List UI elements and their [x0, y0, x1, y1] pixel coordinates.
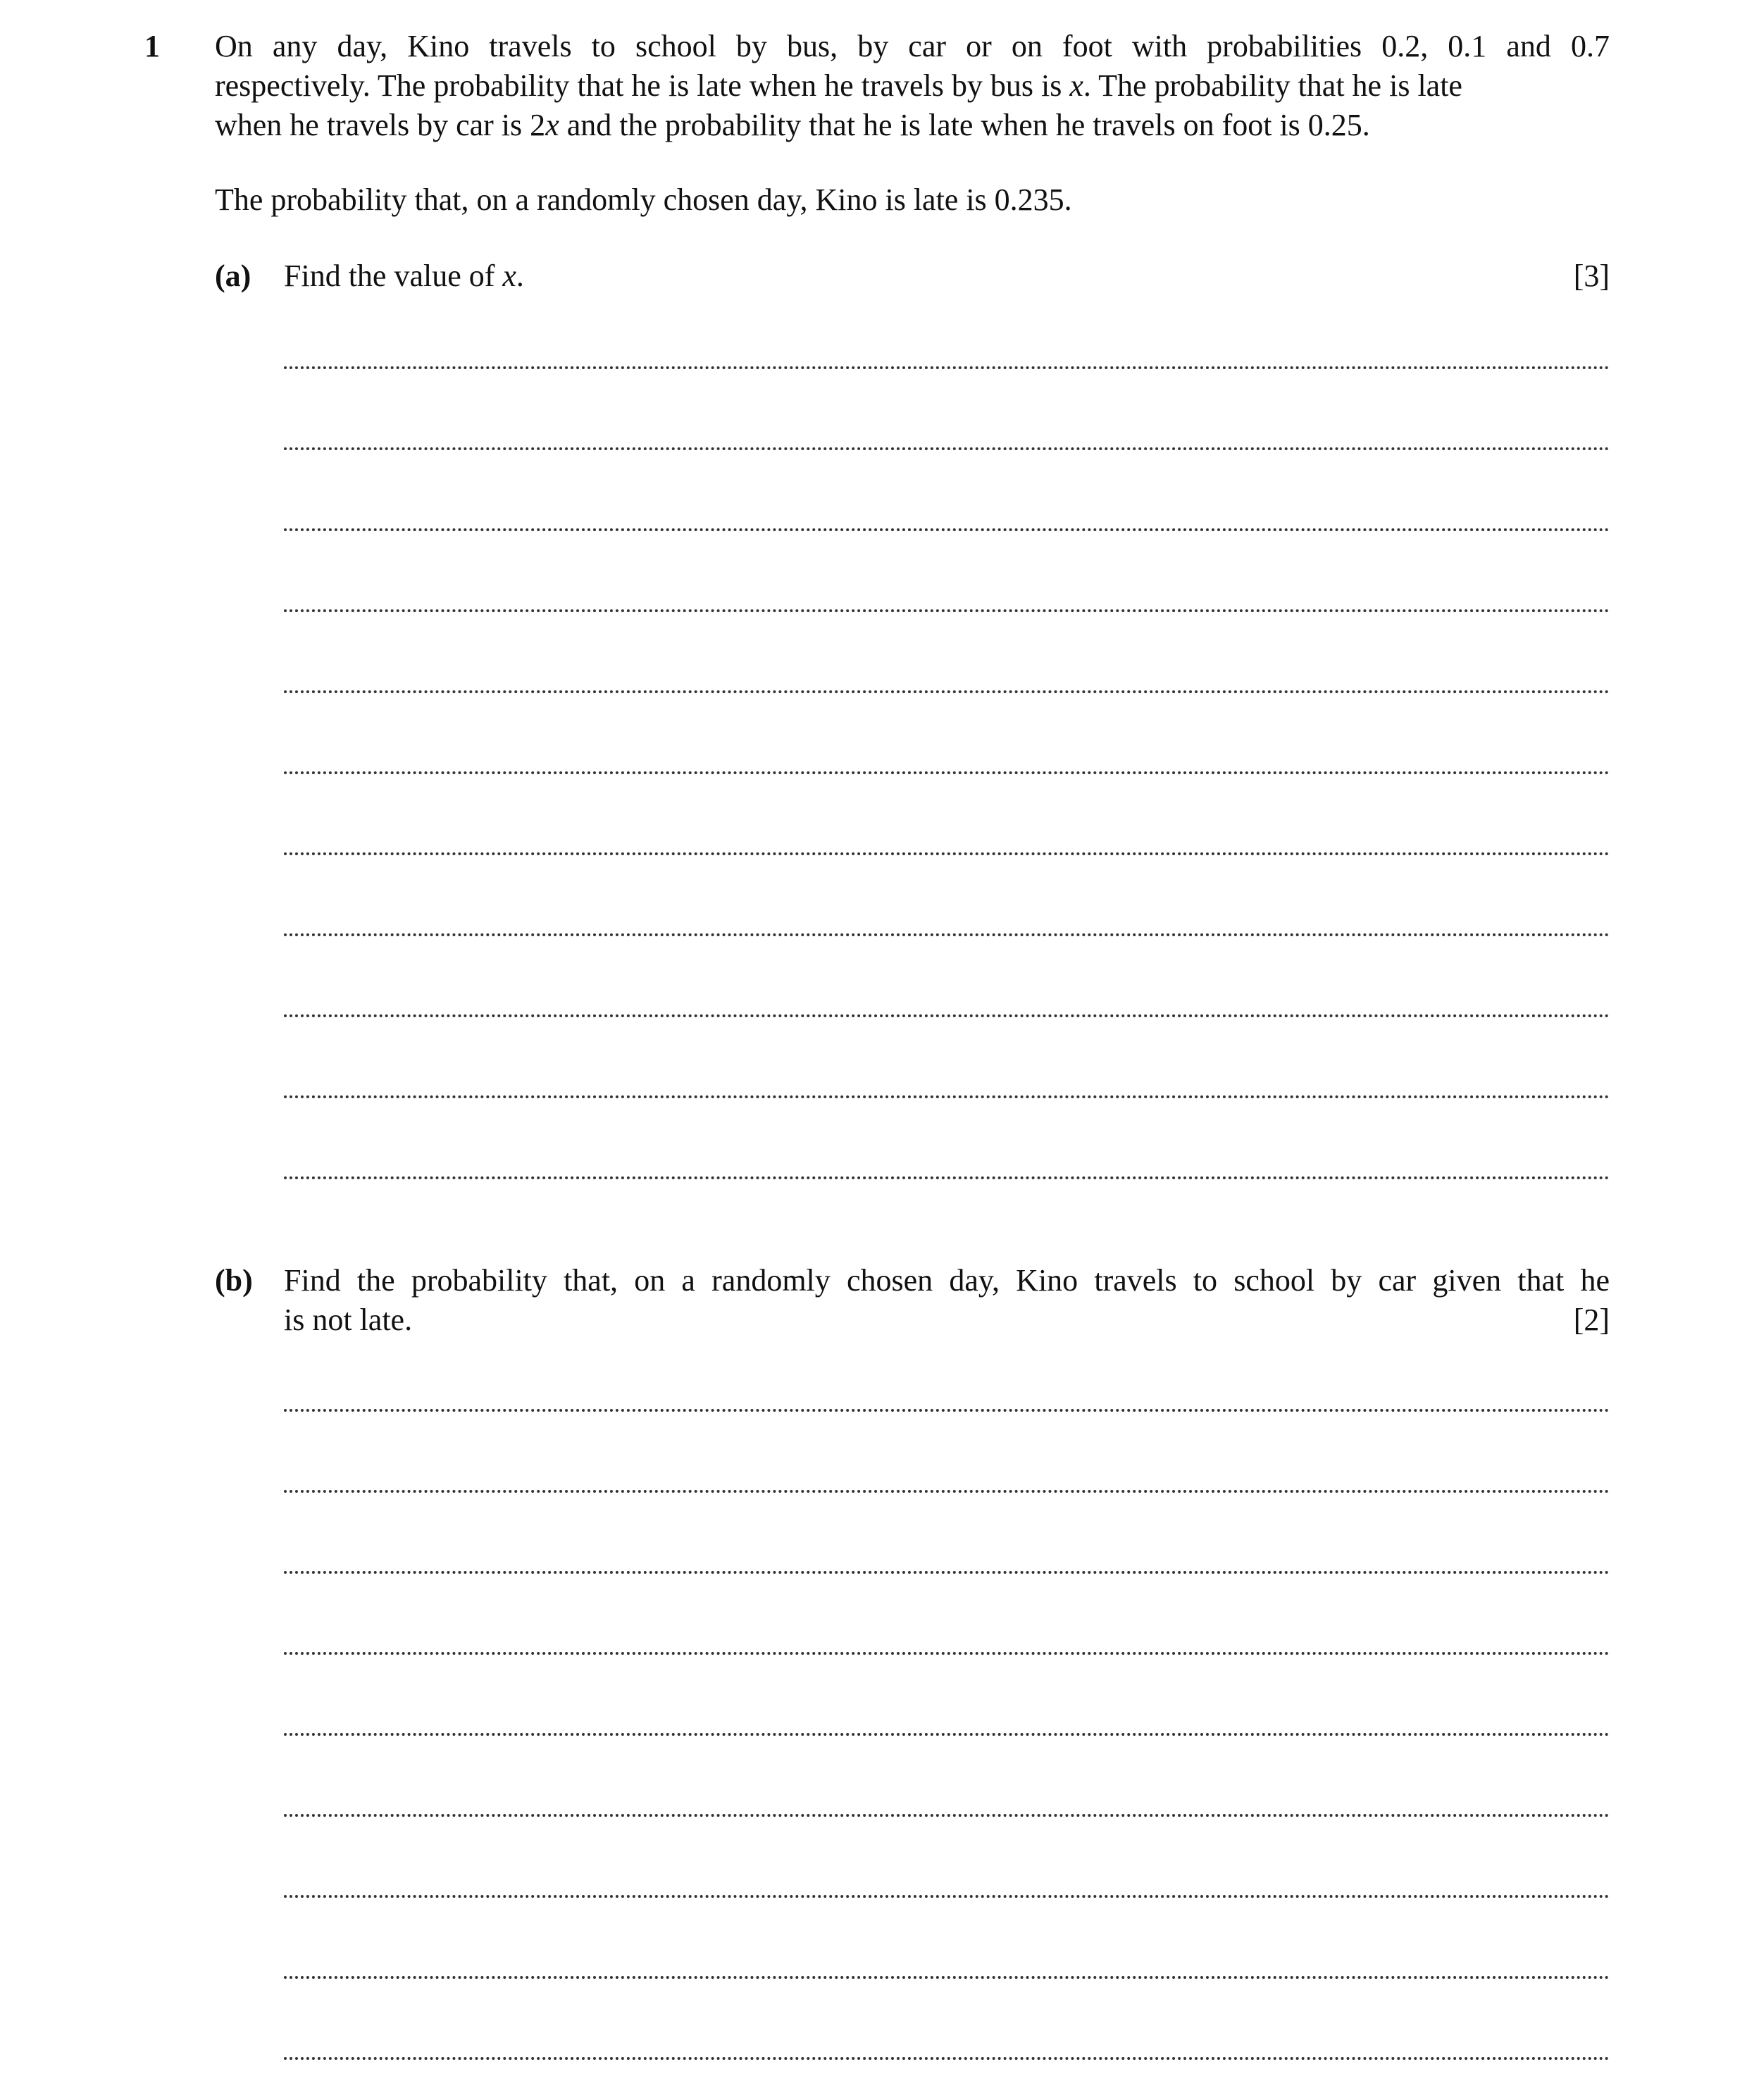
- part-b-answer-line[interactable]: [284, 1895, 1610, 1898]
- part-b-answer-line[interactable]: [284, 1814, 1610, 1817]
- part-b-answer-line[interactable]: [284, 1490, 1610, 1493]
- question-stem: [215, 27, 1610, 145]
- part-a-answer-line[interactable]: [284, 771, 1610, 774]
- part-a-answer-line[interactable]: [284, 447, 1610, 450]
- part-a-answer-line[interactable]: [284, 933, 1610, 936]
- part-a-answer-line[interactable]: [284, 366, 1610, 369]
- stem-line-3-text: when he travels by car is 2: [215, 108, 546, 142]
- part-b-marks: [2]: [1573, 1303, 1610, 1337]
- part-b-label: (b): [215, 1263, 253, 1298]
- stem-line-1: On any day, Kino travels to school by bus, by car or on foot with probabilities 0.2, 0.1 and 0.7: [215, 29, 1610, 63]
- stem-line-2: [215, 66, 1610, 106]
- part-a: [215, 256, 1610, 296]
- variable-x: x: [1069, 68, 1083, 103]
- stem-line-2-text: respectively. The probability that he is late when he travels by bus is: [215, 68, 1070, 103]
- part-a-prompt-end: .: [516, 259, 524, 293]
- variable-x: x: [502, 259, 516, 293]
- part-a-prompt: Find the value of: [284, 259, 503, 293]
- part-a-answer-line[interactable]: [284, 690, 1610, 693]
- part-a-text: [284, 256, 1610, 296]
- part-b-line-1: Find the probability that, on a randomly chosen day, Kino travels to school by car given that he: [284, 1263, 1610, 1298]
- part-a-answer-line[interactable]: [284, 528, 1610, 531]
- part-b-line-2: is not late.: [284, 1303, 413, 1337]
- stem-line-3: [215, 106, 1610, 145]
- stem-line-3-text-end: and the probability that he is late when he travels on foot is 0.25.: [559, 108, 1370, 142]
- part-a-label: (a): [215, 259, 251, 293]
- part-b-answer-line[interactable]: [284, 1976, 1610, 1979]
- part-b-text: [284, 1261, 1610, 1340]
- part-b-answer-line[interactable]: [284, 1733, 1610, 1736]
- part-a-answer-line[interactable]: [284, 1095, 1610, 1098]
- question-number: 1: [144, 29, 160, 63]
- part-b: [215, 1261, 1610, 1340]
- part-a-answer-line[interactable]: [284, 1014, 1610, 1017]
- part-a-answer-line[interactable]: [284, 609, 1610, 612]
- part-b-answer-line[interactable]: [284, 1652, 1610, 1655]
- part-a-marks: [3]: [1573, 259, 1610, 293]
- part-b-answer-line[interactable]: [284, 1571, 1610, 1574]
- part-b-answer-line[interactable]: [284, 2057, 1610, 2060]
- part-a-answer-line[interactable]: [284, 1176, 1610, 1179]
- part-b-answer-line[interactable]: [284, 1409, 1610, 1412]
- variable-x: x: [545, 108, 559, 142]
- part-a-answer-line[interactable]: [284, 852, 1610, 855]
- stem-line-2-text-end: . The probability that he is late: [1083, 68, 1462, 103]
- given-statement: The probability that, on a randomly chosen day, Kino is late is 0.235.: [215, 182, 1072, 217]
